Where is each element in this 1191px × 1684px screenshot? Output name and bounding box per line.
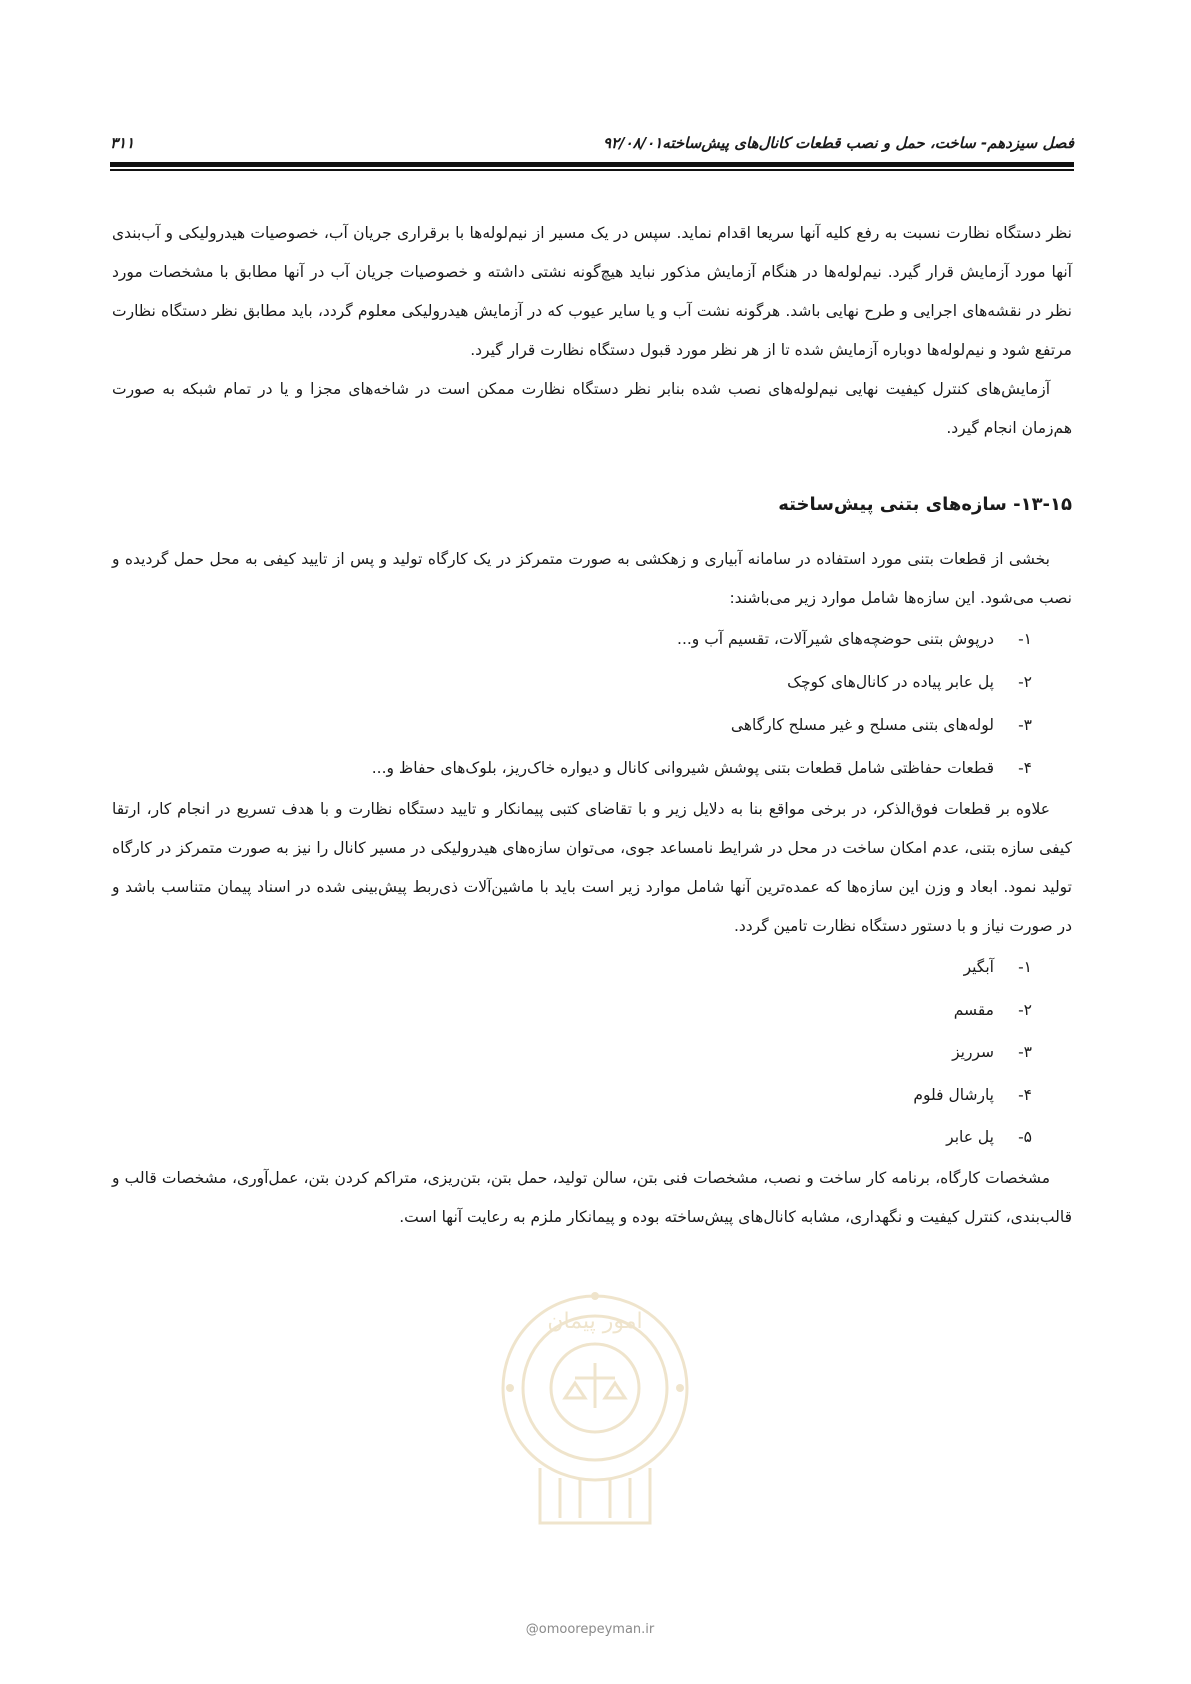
list-item bbox=[112, 1031, 1032, 1074]
svg-text:امور پیمان: امور پیمان bbox=[547, 1309, 643, 1334]
chapter-title: فصل سیزدهم- ساخت، حمل و نصب قطعات کانال‌های پیش‌ساخته۹۲/۰۸/۰۱ bbox=[602, 134, 1074, 152]
list-number: ۴- bbox=[1018, 759, 1032, 777]
body-content bbox=[112, 214, 1072, 1237]
section-heading: ۱۳-۱۵- سازه‌های بتنی پیش‌ساخته bbox=[778, 494, 1072, 515]
list-number: ۱- bbox=[1018, 958, 1032, 976]
list-text: پارشال فلوم bbox=[913, 1085, 994, 1104]
list-item bbox=[112, 1074, 1032, 1117]
list-item bbox=[112, 1116, 1032, 1159]
list-item bbox=[112, 618, 1032, 661]
list-text: درپوش بتنی حوضچه‌های شیرآلات، تقسیم آب و... bbox=[677, 630, 994, 648]
list-number: ۲- bbox=[1018, 673, 1032, 691]
list-text: آبگیر bbox=[963, 958, 994, 976]
list-number: ۳- bbox=[1018, 1043, 1032, 1061]
list-item bbox=[112, 661, 1032, 704]
list-number: ۲- bbox=[1018, 1000, 1032, 1019]
watermark-seal-icon bbox=[480, 1268, 710, 1538]
list-text: پل عابر bbox=[946, 1128, 994, 1146]
paragraph-closing: مشخصات کارگاه، برنامه کار ساخت و نصب، مشخصات فنی بتن، سالن تولید، حمل بتن، بتن‌ریزی، متراکم کردن بتن، عمل‌آوری، مشخصات قالب و قالب‌بندی، کنترل کیفیت و نگهداری، مشابه کانال‌های پیش‌ساخته بوده و پیمانکار ملزم به رعایت آنها است. bbox=[112, 1168, 1072, 1226]
list-text: پل عابر پیاده در کانال‌های کوچک bbox=[787, 673, 994, 691]
precast-parts-list bbox=[112, 618, 1072, 790]
page-header bbox=[110, 128, 1074, 162]
header-rule-thick bbox=[110, 162, 1074, 167]
list-text: مقسم bbox=[953, 1000, 994, 1019]
watermark-url: @omoorepeyman.ir bbox=[525, 1622, 655, 1637]
list-text: قطعات حفاظتی شامل قطعات بتنی پوشش شیروانی کانال و دیواره خاک‌ریز، بلوک‌های حفاظ و... bbox=[371, 759, 994, 777]
header-rule-thin bbox=[110, 169, 1074, 171]
list-number: ۱- bbox=[1018, 630, 1032, 648]
paragraph-hydraulic-structures: علاوه بر قطعات فوق‌الذکر، در برخی مواقع بنا به دلایل زیر و با تقاضای کتبی پیمانکار و تایید دستگاه نظارت و با هدف تسریع در انجام کار، ارتقا کیفی سازه بتنی، عدم امکان ساخت در محل در شرایط نامساعد جوی، می‌توان سازه‌های هیدرولیکی در مسیر کانال را نیز به صورت متمرکز در کارگاه تولید نمود. ابعاد و وزن این سازه‌ها که عمده‌ترین آنها شامل موارد زیر است باید با ماشین‌آلات ذی‌ربط پیش‌بینی شده در اسناد پیمان متناسب باشد و در صورت نیاز و با دستور دستگاه نظارت تامین گردد. bbox=[112, 800, 1072, 935]
list-item bbox=[112, 704, 1032, 747]
page-number: ۳۱۱ bbox=[110, 134, 135, 152]
list-item bbox=[112, 946, 1032, 989]
paragraph-intro: بخشی از قطعات بتنی مورد استفاده در سامانه آبیاری و زهکشی به صورت متمرکز در یک کارگاه تولید و پس از تایید کیفی به محل حمل گردیده و نصب می‌شود. این سازه‌ها شامل موارد زیر می‌باشند: bbox=[112, 550, 1072, 607]
paragraph-quality-control: آزمایش‌های کنترل کیفیت نهایی نیم‌لوله‌های نصب شده بنابر نظر دستگاه نظارت ممکن است در شاخه‌های مجزا و یا در تمام شبکه به صورت هم‌زمان انجام گیرد. bbox=[112, 380, 1072, 437]
list-item bbox=[112, 989, 1032, 1032]
list-item bbox=[112, 747, 1032, 790]
list-number: ۴- bbox=[1018, 1085, 1032, 1104]
list-text: سرریز bbox=[952, 1043, 994, 1061]
hydraulic-structures-list bbox=[112, 946, 1072, 1159]
list-text: لوله‌های بتنی مسلح و غیر مسلح کارگاهی bbox=[730, 716, 994, 734]
paragraph-testing: نظر دستگاه نظارت نسبت به رفع کلیه آنها سریعا اقدام نماید. سپس در یک مسیر از نیم‌لوله‌ها با برقراری جریان آب، خصوصیات هیدرولیکی و آب‌بندی آنها مورد آزمایش قرار گیرد. نیم‌لوله‌ها در هنگام آزمایش مذکور نباید هیچ‌گونه نشتی داشته و خصوصیات جریان آب در آنها مطابق با مشخصات مورد نظر در نقشه‌های اجرایی و طرح نهایی باشد. هرگونه نشت آب و یا سایر عیوب که در آزمایش هیدرولیکی معلوم گردد، باید مطابق نظر دستگاه نظارت مرتفع شود و نیم‌لوله‌ها دوباره آزمایش شده تا از هر نظر مورد قبول دستگاه نظارت قرار گیرد. bbox=[112, 224, 1072, 359]
list-number: ۳- bbox=[1018, 716, 1032, 734]
list-number: ۵- bbox=[1018, 1128, 1032, 1146]
